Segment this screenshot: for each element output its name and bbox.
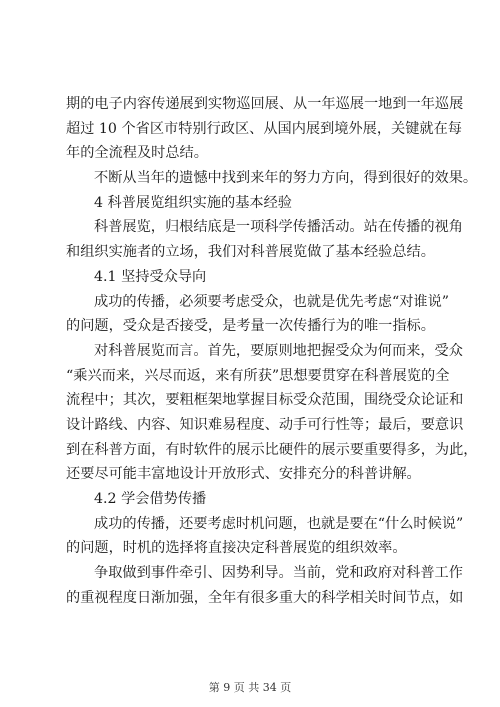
text-line: 还要尽可能丰富地设计开放形式、安排充分的科普讲解。 [66, 466, 421, 483]
text-line: 争取做到事件牵引、因势利导。当前，党和政府对科普工作 [94, 565, 463, 582]
text-line: 4.2 学会借势传播 [94, 491, 207, 507]
text-line: 到在科普方面，有时软件的展示比硬件的展示要重要得多，为此， [66, 441, 478, 458]
text-line: 的重视程度日渐加强，全年有很多重大的科学相关时间节点，如 [66, 589, 464, 606]
text-line: 4.1 坚持受众导向 [94, 268, 207, 285]
text-line: 期的电子内容传递展到实物巡回展、从一年巡展一地到一年巡展 [66, 96, 464, 112]
text-line: 年的全流程及时总结。 [66, 145, 208, 162]
text-line: 流程中；其次，要粗框架地掌握目标受众范围，围绕受众论证和 [66, 392, 464, 409]
text-line: 对科普展览而言。首先，要原则地把握受众为何而来，受众 [94, 342, 463, 359]
text-line: “乘兴而来，兴尽而返，来有所获”思想要贯穿在科普展览的全 [66, 367, 450, 384]
text-line: 设计路线、内容、知识难易程度、动手可行性等；最后，要意识 [66, 416, 464, 433]
text-line: 成功的传播，必须要考虑受众，也就是优先考虑“对谁说” [94, 293, 450, 310]
text-line: 成功的传播，还要考虑时机问题，也就是要在“什么时候说” [94, 515, 464, 532]
text-line: 科普展览，归根结底是一项科学传播活动。站在传播的视角 [94, 219, 463, 236]
text-line: 和组织实施者的立场，我们对科普展览做了基本经验总结。 [66, 244, 435, 261]
text-line: 不断从当年的遗憾中找到来年的努力方向，得到很好的效果。 [94, 170, 478, 187]
text-line: 超过 10 个省区市特别行政区、从国内展到境外展，关键就在每 [66, 120, 462, 137]
page-footer: 第 9 页 共 34 页 [208, 681, 292, 694]
text-line: 的问题，受众是否接受，是考量一次传播行为的唯一指标。 [66, 318, 435, 335]
text-line: 的问题，时机的选择将直接决定科普展览的组织效率。 [66, 540, 407, 557]
text-line: 4 科普展览组织实施的基本经验 [94, 194, 292, 211]
document-body [66, 92, 478, 610]
